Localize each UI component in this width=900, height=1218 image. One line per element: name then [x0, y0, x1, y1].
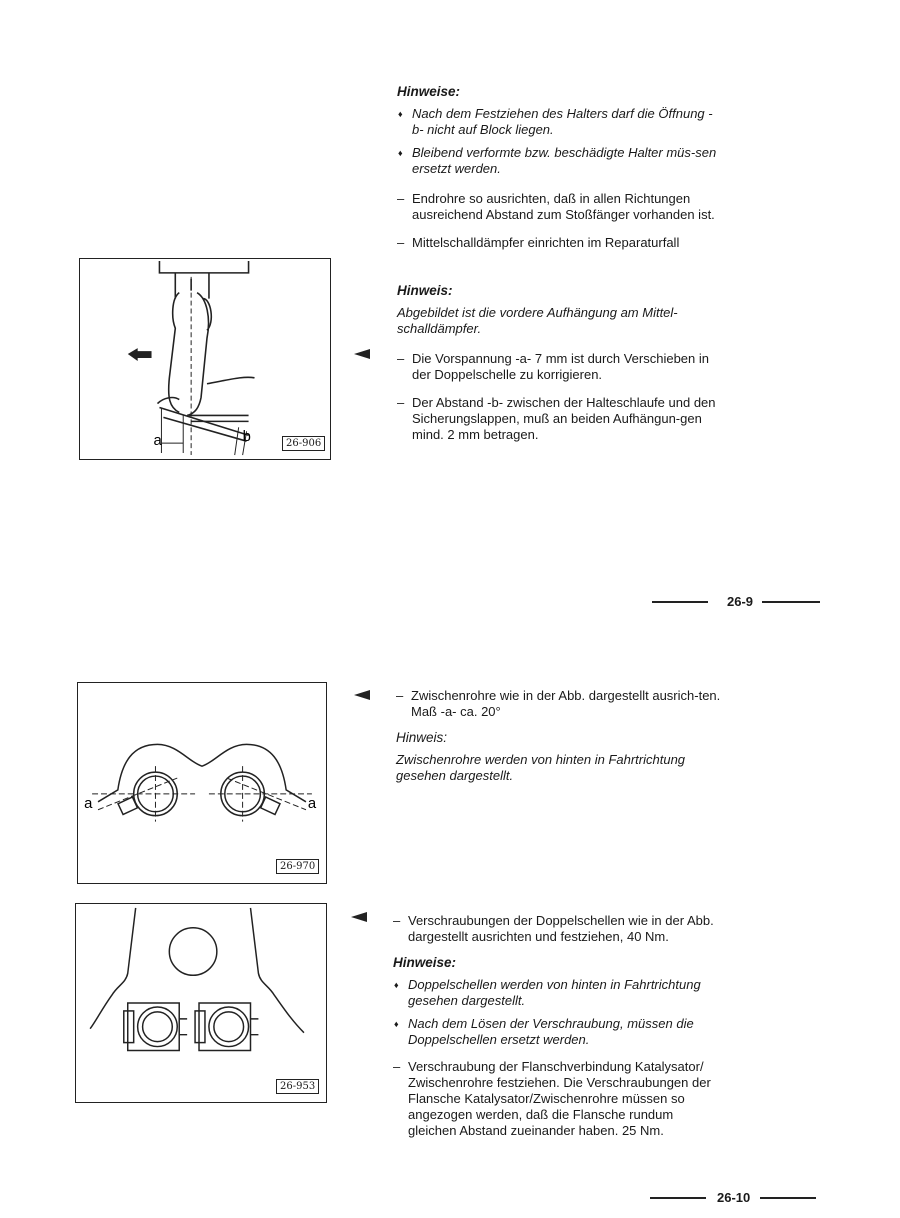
- page-rule: [650, 1197, 706, 1199]
- text-block-hinweise-1: [397, 84, 723, 260]
- section-header: Hinweis:: [397, 283, 453, 298]
- figure-number: 26-970: [276, 859, 319, 874]
- page-rule: [762, 601, 820, 603]
- bullet-item: ♦ Nach dem Festziehen des Halters darf die Öffnung -b- nicht auf Block liegen.: [397, 106, 723, 138]
- pointer-arrow-icon: [354, 349, 370, 359]
- section-header: Hinweise:: [397, 84, 461, 99]
- text-block-hinweis-1: [397, 283, 723, 452]
- figure-26-906: [79, 258, 331, 460]
- instruction-step: – Verschraubungen der Doppelschellen wie in der Abb. dargestellt ausrichten und festziehen, 40 Nm.: [393, 913, 719, 945]
- page-number: 26-10: [717, 1190, 751, 1205]
- label-a: a: [153, 433, 162, 450]
- instruction-step: – Endrohre so ausrichten, daß in allen Richtungen ausreichend Abstand zum Stoßfänger vorhanden ist.: [397, 191, 723, 223]
- double-clamps-drawing: [76, 904, 326, 1102]
- bullet-item: ♦ Doppelschellen werden von hinten in Fahrtrichtung gesehen dargestellt.: [393, 977, 719, 1009]
- section-header: Hinweise:: [393, 955, 457, 970]
- text-block-doppelschellen: [393, 913, 719, 1148]
- section-header: Hinweis:: [396, 730, 448, 745]
- pointer-arrow-icon: [351, 912, 367, 922]
- instruction-step: – Die Vorspannung -a- 7 mm ist durch Verschieben in der Doppelschelle zu korrigieren.: [397, 351, 723, 383]
- page-number: 26-9: [727, 594, 754, 609]
- page-rule: [652, 601, 708, 603]
- instruction-step: – Verschraubung der Flanschverbindung Katalysator/ Zwischenrohre festziehen. Die Verschraubungen der Flansche Katalysator/Zwischenrohre müssen so angezogen werden, daß die Flansche rundum gleichen Abstand zueinander haben. 25 Nm.: [393, 1059, 719, 1139]
- instruction-step: – Zwischenrohre wie in der Abb. dargestellt ausrich-ten.: [396, 688, 722, 704]
- label-a-left: a: [84, 795, 93, 812]
- bullet-item: ♦ Nach dem Lösen der Verschraubung, müssen die Doppelschellen ersetzt werden.: [393, 1016, 719, 1048]
- figure-number: 26-953: [276, 1079, 319, 1094]
- direction-arrow-icon: [128, 348, 152, 361]
- note-text: Abgebildet ist die vordere Aufhängung am Mittel-schalldämpfer.: [397, 305, 678, 336]
- measure-text: Maß -a- ca. 20°: [411, 704, 501, 719]
- instruction-step: – Mittelschalldämpfer einrichten im Reparaturfall: [397, 235, 723, 251]
- text-block-zwischenrohre: [396, 688, 722, 792]
- bullet-item: ♦ Bleibend verformte bzw. beschädigte Halter müs-sen ersetzt werden.: [397, 145, 723, 177]
- pointer-arrow-icon: [354, 690, 370, 700]
- intermediate-pipes-drawing: [78, 683, 326, 883]
- muffler-hanger-drawing: [80, 259, 330, 459]
- label-a-right: a: [307, 795, 317, 812]
- figure-26-970: [77, 682, 327, 884]
- page-rule: [760, 1197, 816, 1199]
- instruction-step: – Der Abstand -b- zwischen der Halteschlaufe und den Sicherungslappen, muß an beiden Aufhängun-gen mind. 2 mm betragen.: [397, 395, 723, 443]
- note-text: Zwischenrohre werden von hinten in Fahrtrichtung gesehen dargestellt.: [396, 752, 686, 783]
- figure-number: 26-906: [282, 436, 325, 451]
- figure-26-953: [75, 903, 327, 1103]
- label-b: b: [242, 429, 251, 446]
